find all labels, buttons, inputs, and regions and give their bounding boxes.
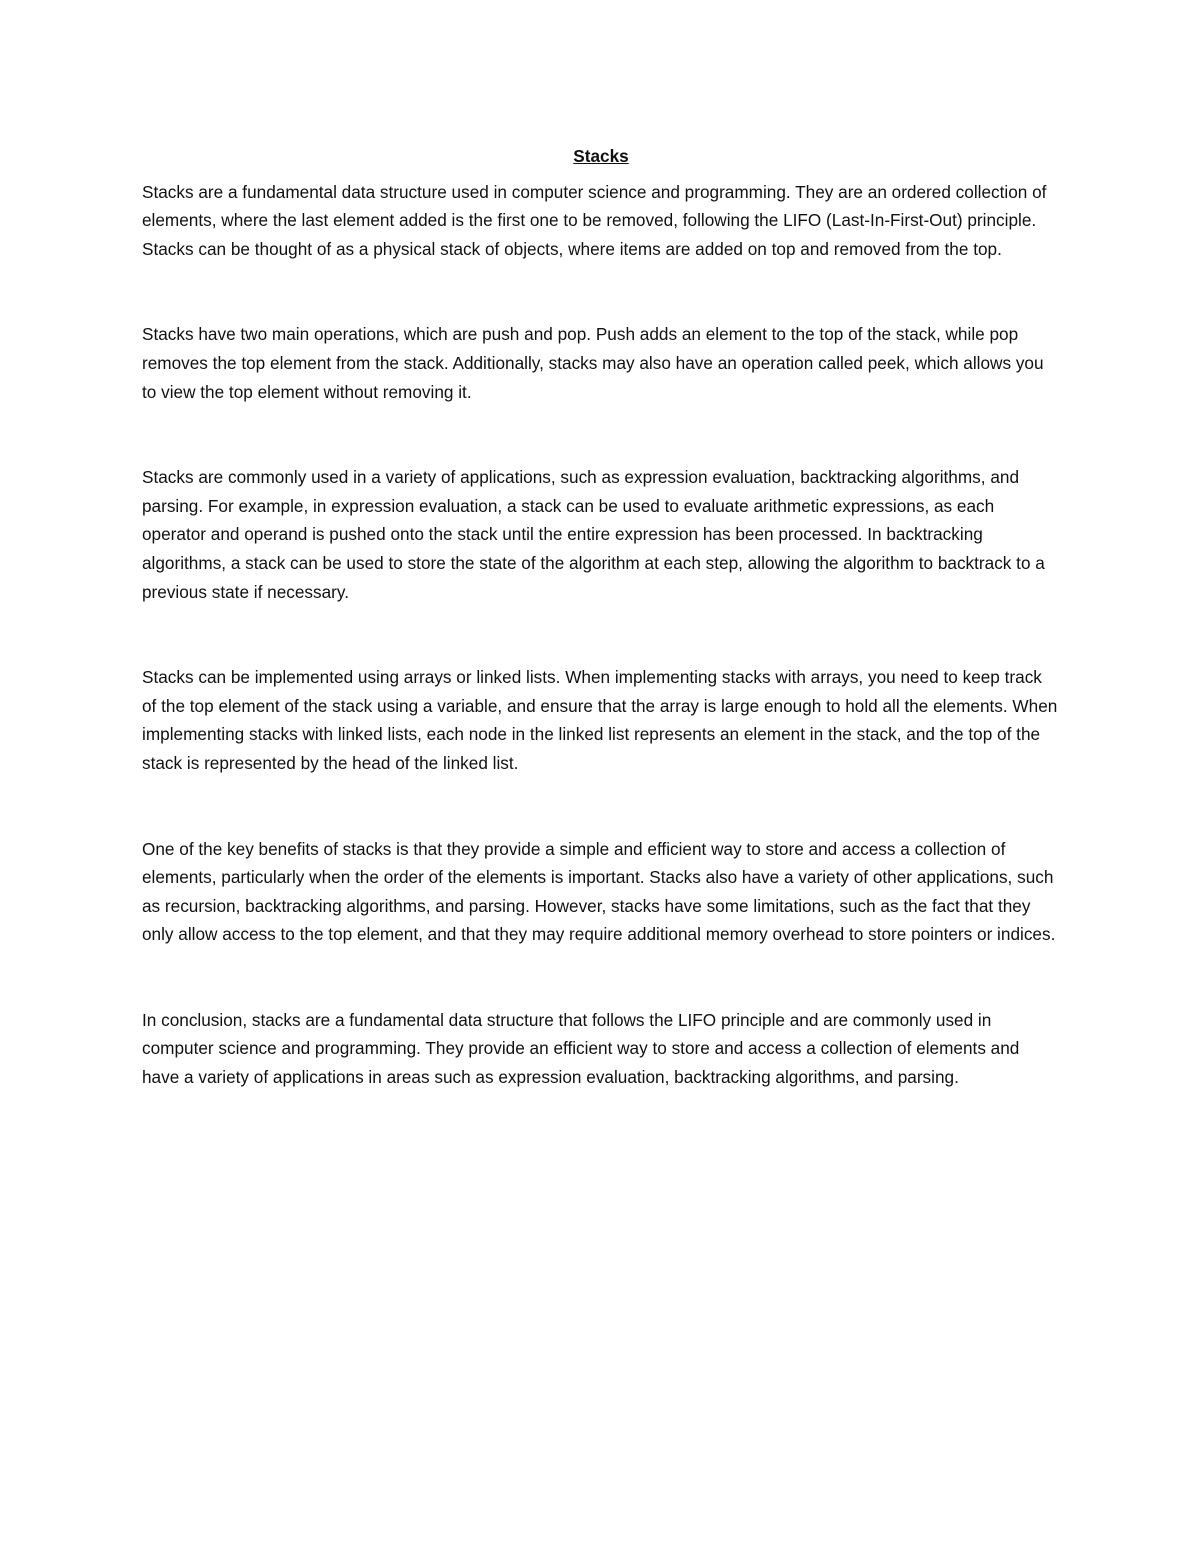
- paragraph-conclusion: In conclusion, stacks are a fundamental data structure that follows the LIFO principle and are commonly used in computer science and programming. They provide an efficient way to store and access a collection of elements and have a variety of applications in areas such as expression evaluation, backtracking algorithms, and parsing.: [142, 1009, 1020, 1088]
- document-title: Stacks: [573, 146, 629, 166]
- paragraph-operations: Stacks have two main operations, which are push and pop. Push adds an element to the top of the stack, while pop removes the top element from the stack. Additionally, stacks may also have an operation called peek, which allows you to view the top element without removing it.: [142, 324, 1044, 402]
- document-body: [142, 142, 1060, 1092]
- paragraph-benefits: One of the key benefits of stacks is that they provide a simple and efficient way to store and access a collection of elements, particularly when the order of the elements is important. Stacks also have a variety of other applications, such as recursion, backtracking algorithms, and parsing. However, stacks have some limitations, such as the fact that they only allow access to the top element, and that they may require additional memory overhead to store pointers or indices.: [142, 838, 1056, 945]
- paragraph-implementation: Stacks can be implemented using arrays or linked lists. When implementing stacks with arrays, you need to keep track of the top element of the stack using a variable, and ensure that the array is large enough to hold all the elements. When implementing stacks with linked lists, each node in the linked list represents an element in the stack, and the top of the stack is represented by the head of the linked list.: [142, 667, 1058, 773]
- paragraph-intro: Stacks are a fundamental data structure used in computer science and programming. They are an ordered collection of elements, where the last element added is the first one to be removed, following the LIFO (Last-In-First-Out) principle. Stacks can be thought of as a physical stack of objects, where items are added on top and removed from the top.: [142, 181, 1047, 259]
- paragraph-applications: Stacks are commonly used in a variety of applications, such as expression evaluation, backtracking algorithms, and parsing. For example, in expression evaluation, a stack can be used to evaluate arithmetic expressions, as each operator and operand is pushed onto the stack until the entire expression has been processed. In backtracking algorithms, a stack can be used to store the state of the algorithm at each step, allowing the algorithm to backtrack to a previous state if necessary.: [142, 467, 1045, 602]
